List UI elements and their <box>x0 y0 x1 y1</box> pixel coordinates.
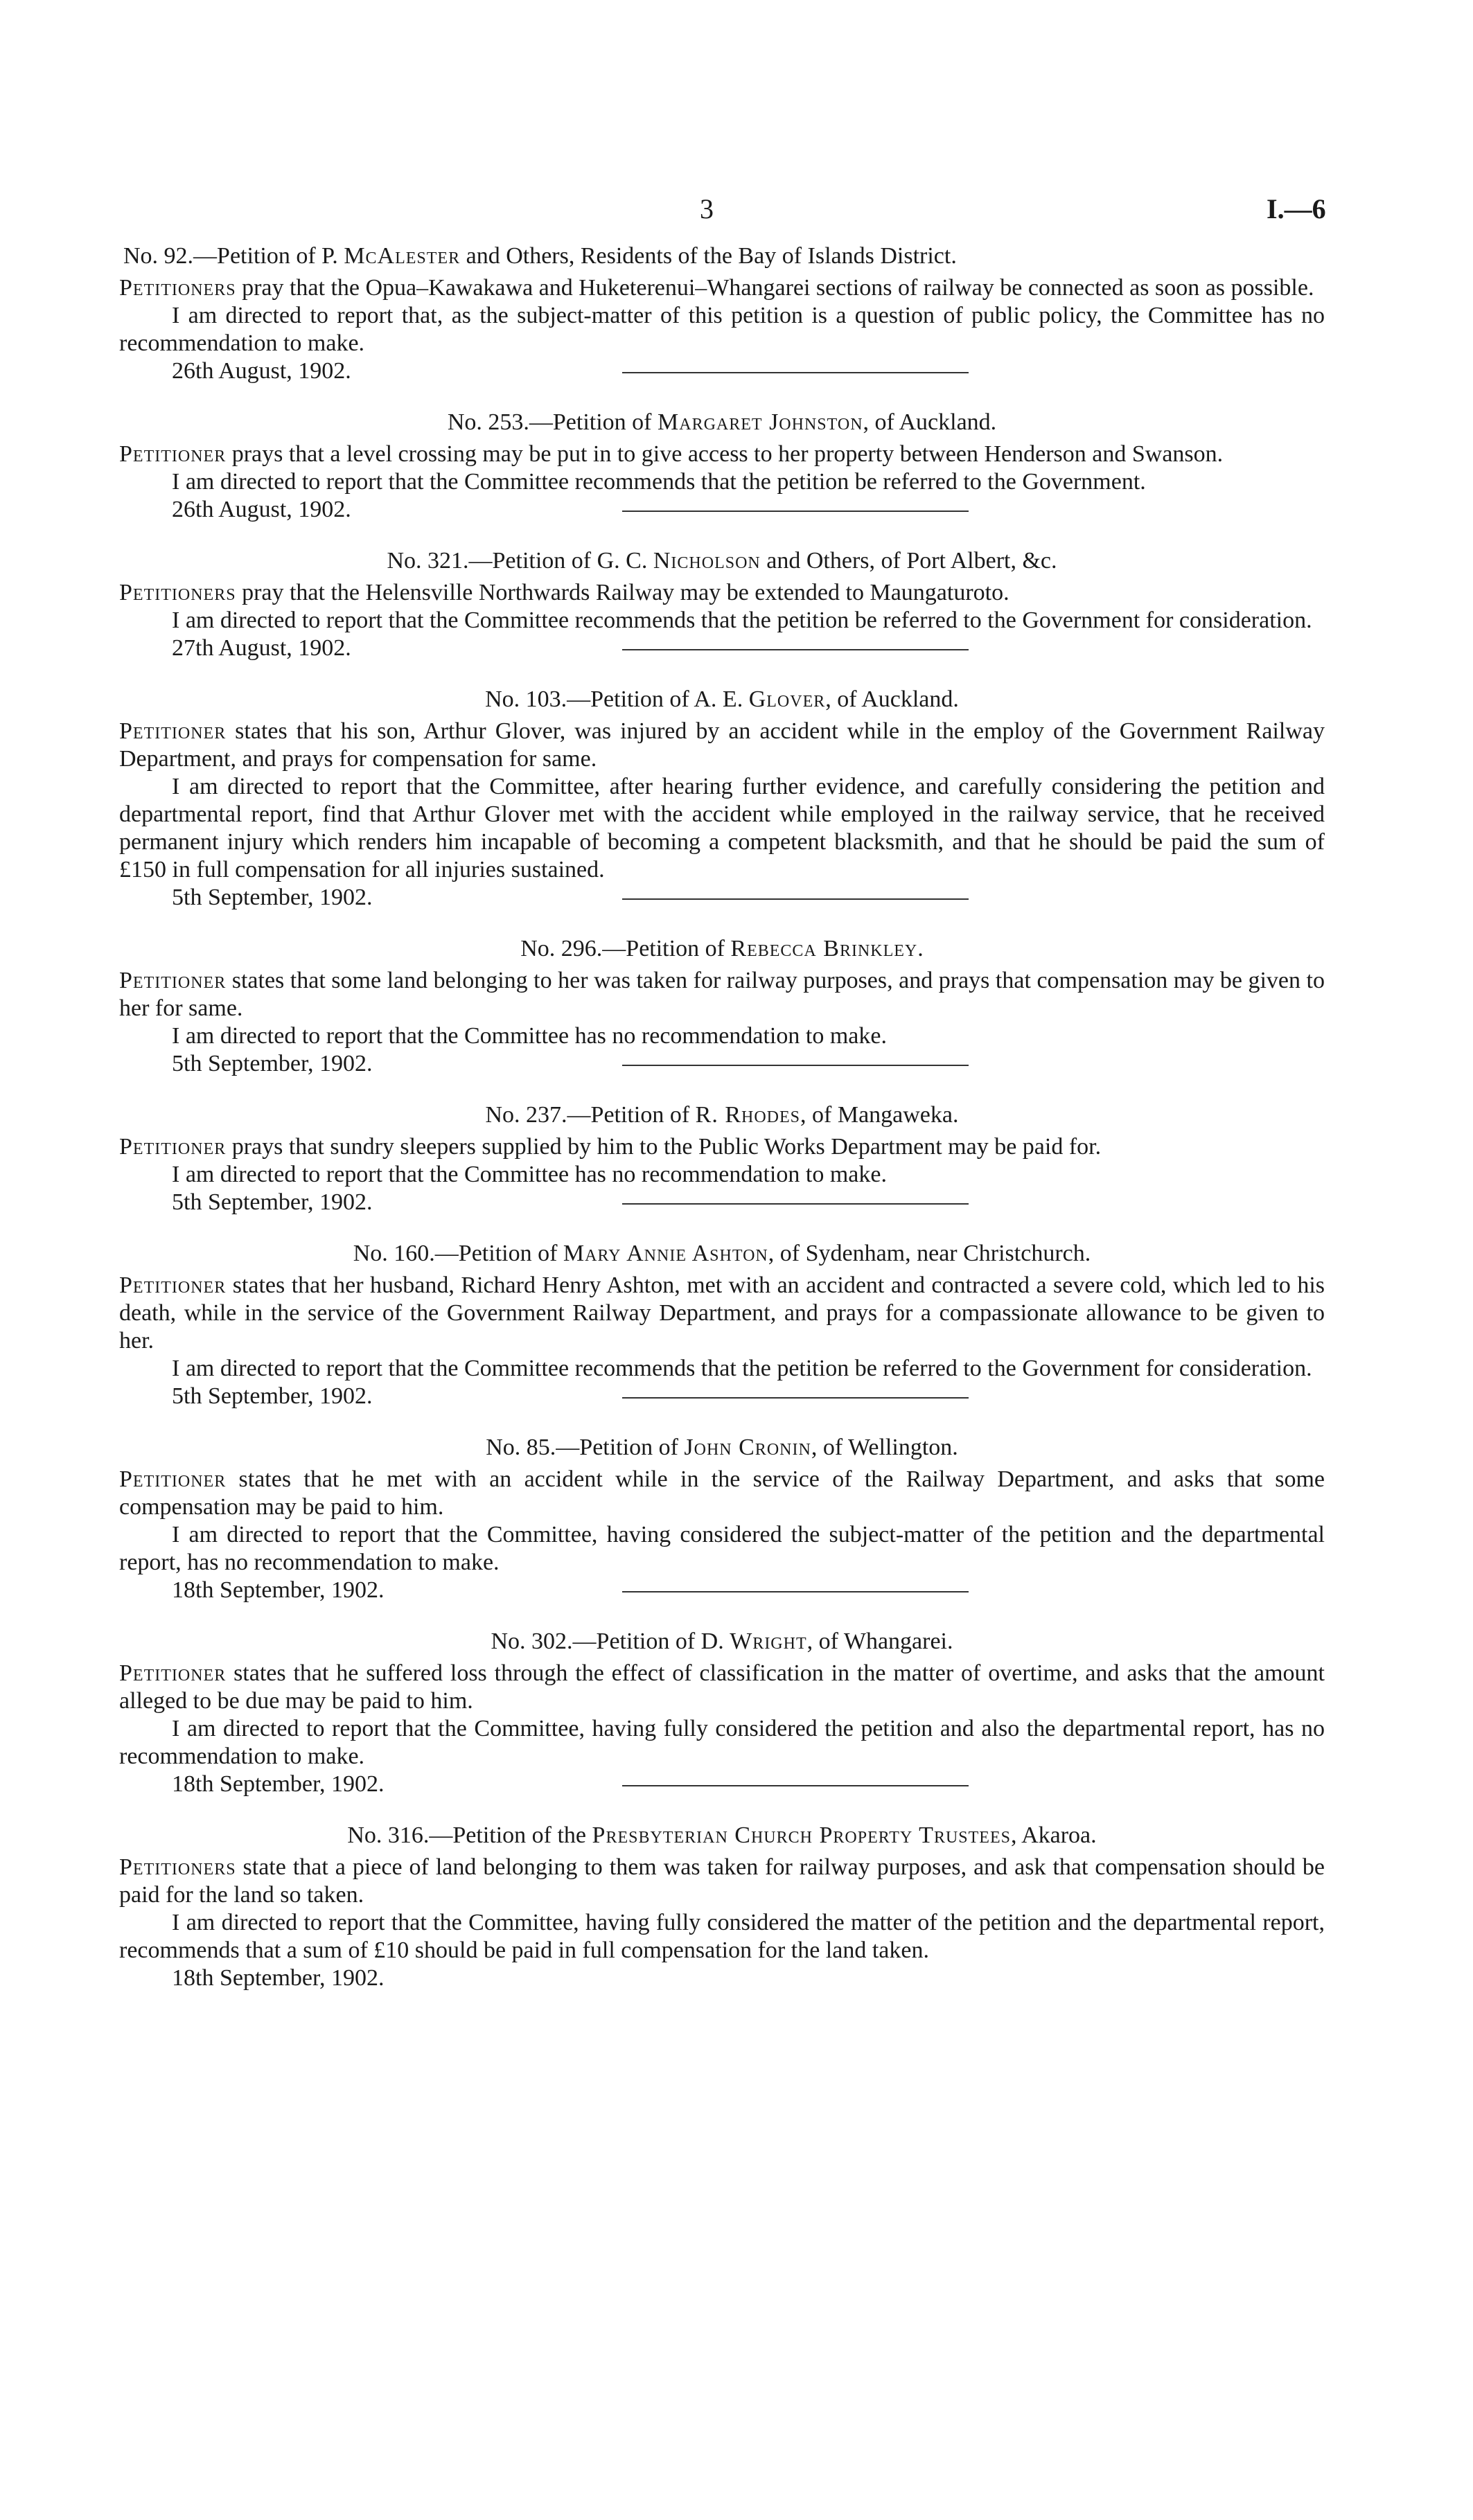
petition-title: No. 316.—Petition of the Presbyterian Church Property Trustees, Akaroa. <box>347 1822 1097 1848</box>
report-date: 27th August, 1902. <box>172 635 1325 662</box>
petition-entry <box>119 409 1325 524</box>
petition-title: No. 302.—Petition of D. Wright, of Whangarei. <box>491 1629 953 1654</box>
petition-title: No. 253.—Petition of Margaret Johnston, of Auckland. <box>447 409 997 435</box>
separator-rule <box>622 1397 969 1399</box>
petition-statement: Petitioner prays that a level crossing may be put in to give access to her property between Henderson and Swanson. <box>119 441 1224 467</box>
report-date: 26th August, 1902. <box>172 357 1325 385</box>
petitioner-label: Petitioners <box>119 1854 236 1880</box>
document-reference: I.—6 <box>1267 193 1326 224</box>
committee-report: I am directed to report that the Committee recommends that the petition be referred to the Government. <box>172 469 1146 495</box>
report-date: 26th August, 1902. <box>172 496 1325 524</box>
petition-title: No. 103.—Petition of A. E. Glover, of Auckland. <box>485 686 959 712</box>
petitions-list <box>119 242 1325 1992</box>
report-date: 5th September, 1902. <box>172 1050 1325 1078</box>
report-date: 5th September, 1902. <box>172 1189 1325 1216</box>
petition-entry <box>119 935 1325 1078</box>
petitioner-label: Petitioner <box>119 718 227 744</box>
petition-statement: Petitioner prays that sundry sleepers supplied by him to the Public Works Department may be paid for. <box>119 1134 1102 1160</box>
committee-report: I am directed to report that the Committee, having fully considered the matter of the petition and the departmental report, recommends that a sum of £10 should be paid in full compensation for the land taken. <box>119 1910 1325 1963</box>
committee-report: I am directed to report that the Committee has no recommendation to make. <box>172 1023 887 1049</box>
report-date: 18th September, 1902. <box>172 1965 385 1991</box>
petitioner-label: Petitioner <box>119 1272 227 1298</box>
petitioner-label: Petitioners <box>119 275 236 301</box>
petition-statement: Petitioners state that a piece of land belonging to them was taken for railway purposes, and ask that compensation should be paid for the land so taken. <box>119 1854 1325 1908</box>
petitioner-label: Petitioner <box>119 968 227 993</box>
petitioner-label: Petitioner <box>119 441 227 467</box>
separator-rule <box>622 898 969 900</box>
petitioner-label: Petitioner <box>119 1466 227 1492</box>
petition-title: No. 85.—Petition of John Cronin, of Wellington. <box>486 1435 958 1460</box>
separator-rule <box>622 1785 969 1786</box>
petition-statement: Petitioners pray that the Opua–Kawakawa and Huketerenui–Whangarei sections of railway be connected as soon as possible. <box>119 275 1314 301</box>
petition-title: No. 160.—Petition of Mary Annie Ashton, of Sydenham, near Christchurch. <box>353 1241 1091 1266</box>
petition-entry <box>119 1822 1325 1992</box>
petition-title: No. 321.—Petition of G. C. Nicholson and Others, of Port Albert, &c. <box>387 548 1057 574</box>
petitioner-label: Petitioner <box>119 1134 227 1160</box>
petition-statement: Petitioner states that he suffered loss through the effect of classification in the matter of overtime, and asks that the amount alleged to be due may be paid to him. <box>119 1660 1325 1714</box>
report-date: 18th September, 1902. <box>172 1577 1325 1604</box>
petition-statement: Petitioner states that he met with an accident while in the service of the Railway Department, and asks that some compensation may be paid to him. <box>119 1466 1325 1520</box>
committee-report: I am directed to report that the Committee, having fully considered the petition and also the departmental report, has no recommendation to make. <box>119 1716 1325 1769</box>
petition-statement: Petitioner states that her husband, Richard Henry Ashton, met with an accident and contracted a severe cold, which led to his death, while in the service of the Government Railway Department, and prays for a compassionate allowance to be given to her. <box>119 1272 1325 1354</box>
petition-entry <box>119 1434 1325 1604</box>
petition-statement: Petitioner states that some land belonging to her was taken for railway purposes, and prays that compensation may be given to her for same. <box>119 968 1325 1021</box>
petition-statement: Petitioner states that his son, Arthur Glover, was injured by an accident while in the employ of the Government Railway Department, and prays for compensation for same. <box>119 718 1325 772</box>
report-date: 5th September, 1902. <box>172 1383 1325 1410</box>
separator-rule <box>622 649 969 650</box>
petition-statement: Petitioners pray that the Helensville Northwards Railway may be extended to Maungaturoto. <box>119 580 1009 605</box>
petition-entry <box>119 1101 1325 1216</box>
separator-rule <box>622 1203 969 1205</box>
petition-entry <box>119 686 1325 912</box>
petition-entry <box>119 1628 1325 1798</box>
separator-rule <box>622 1065 969 1066</box>
report-date: 5th September, 1902. <box>172 884 1325 912</box>
report-date: 18th September, 1902. <box>172 1771 1325 1798</box>
petition-title: No. 296.—Petition of Rebecca Brinkley. <box>520 936 924 961</box>
committee-report: I am directed to report that the Committee, after hearing further evidence, and carefully considering the petition and departmental report, find that Arthur Glover met with the accident while employed in the railway service, that he received permanent injury which renders him incapable of becoming a competent blacksmith, and that he should be paid the sum of £150 in full compensation for all injuries sustained. <box>119 774 1325 882</box>
petition-entry <box>119 1240 1325 1410</box>
committee-report: I am directed to report that the Committee recommends that the petition be referred to the Government for consideration. <box>172 607 1312 633</box>
petition-title: No. 237.—Petition of R. Rhodes, of Mangaweka. <box>485 1102 959 1128</box>
committee-report: I am directed to report that, as the subject-matter of this petition is a question of public policy, the Committee has no recommendation to make. <box>119 303 1325 356</box>
petition-entry <box>119 547 1325 662</box>
petition-title: No. 92.—Petition of P. McAlester and Others, Residents of the Bay of Islands District. <box>123 243 957 269</box>
committee-report: I am directed to report that the Committee recommends that the petition be referred to the Government for consideration. <box>172 1356 1312 1381</box>
page-number: 3 <box>700 193 714 224</box>
page-header <box>0 186 1473 241</box>
committee-report: I am directed to report that the Committee, having considered the subject-matter of the petition and the departmental report, has no recommendation to make. <box>119 1522 1325 1575</box>
separator-rule <box>622 511 969 512</box>
committee-report: I am directed to report that the Committee has no recommendation to make. <box>172 1162 887 1187</box>
separator-rule <box>622 1591 969 1592</box>
petitioner-label: Petitioner <box>119 1660 227 1686</box>
separator-rule <box>622 372 969 373</box>
petitioner-label: Petitioners <box>119 580 236 605</box>
petition-entry <box>119 242 1325 385</box>
